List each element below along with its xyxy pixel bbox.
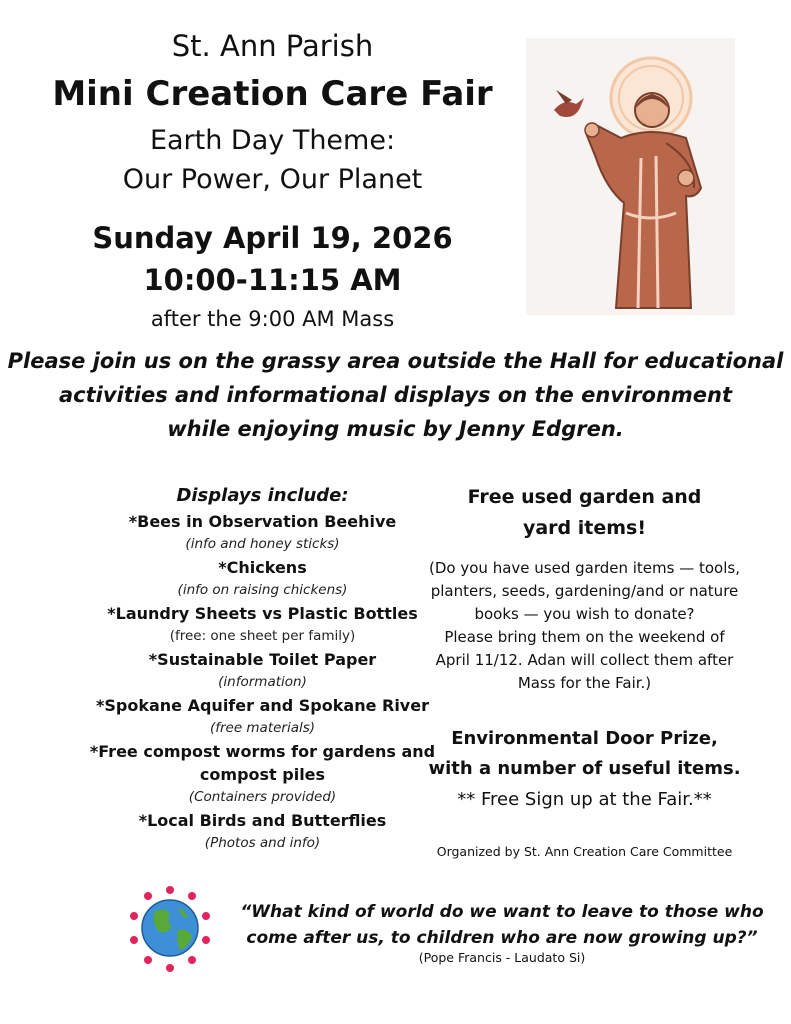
garden-donation-text: [412, 557, 757, 695]
garden-heading: [412, 482, 757, 544]
display-item: *Sustainable Toilet Paper: [148, 650, 377, 669]
display-note: (Photos and info): [204, 835, 321, 851]
garden-heading-line: yard items!: [522, 517, 647, 539]
display-note: (info and honey sticks): [185, 536, 340, 552]
quote: [222, 899, 782, 951]
signup-note: ** Free Sign up at the Fair.**: [457, 789, 712, 810]
donation-line: books — you wish to donate?: [474, 605, 695, 623]
donation-line: (Do you have used garden items — tools,: [429, 559, 740, 577]
display-note: (information): [218, 674, 307, 690]
display-item: *Laundry Sheets vs Plastic Bottles: [107, 604, 418, 623]
displays-heading: Displays include:: [176, 485, 349, 506]
display-note: (Containers provided): [188, 789, 337, 805]
donation-line: planters, seeds, gardening/and or nature: [430, 582, 739, 600]
display-note: (free: one sheet per family): [169, 628, 356, 644]
display-item: *Local Birds and Butterflies: [138, 811, 387, 830]
event-date: Sunday April 19, 2026: [92, 221, 453, 255]
event-time: 10:00-11:15 AM: [143, 263, 402, 297]
invitation-line: activities and informational displays on the environment: [58, 383, 733, 407]
theme-label: Earth Day Theme:: [149, 125, 396, 156]
organizer-credit: Organized by St. Ann Creation Care Committee: [436, 844, 733, 859]
quote-line: come after us, to children who are now growing up?”: [246, 928, 758, 948]
parish-name: St. Ann Parish: [171, 29, 374, 63]
quote-line: “What kind of world do we want to leave to those who: [240, 902, 764, 922]
donation-line: April 11/12. Adan will collect them after: [435, 651, 734, 669]
display-note: (free materials): [209, 720, 316, 736]
invitation-line: Please join us on the grassy area outside the Hall for educational: [7, 349, 784, 373]
door-prize-line: Environmental Door Prize,: [451, 728, 718, 749]
display-item: *Spokane Aquifer and Spokane River: [96, 696, 429, 715]
display-item: *Chickens: [218, 558, 307, 577]
door-prize: [412, 724, 757, 784]
quote-source: (Pope Francis - Laudato Si): [418, 950, 586, 965]
donation-line: Mass for the Fair.): [517, 674, 652, 692]
display-note: (info on raising chickens): [177, 582, 348, 598]
door-prize-line: with a number of useful items.: [428, 758, 741, 779]
globe-hearts-icon: [124, 882, 216, 974]
invitation-text: [0, 344, 791, 446]
page-title: Mini Creation Care Fair: [52, 74, 493, 114]
display-item: *Free compost worms for gardens and: [89, 742, 436, 761]
garden-heading-line: Free used garden and: [467, 486, 702, 508]
donation-line: Please bring them on the weekend of: [444, 628, 725, 646]
after-mass-note: after the 9:00 AM Mass: [150, 307, 395, 331]
theme-name: Our Power, Our Planet: [122, 164, 423, 195]
display-item: *Bees in Observation Beehive: [128, 512, 397, 531]
display-item: compost piles: [199, 765, 326, 784]
st-francis-illustration: [526, 38, 735, 315]
invitation-line: while enjoying music by Jenny Edgren.: [167, 417, 624, 441]
